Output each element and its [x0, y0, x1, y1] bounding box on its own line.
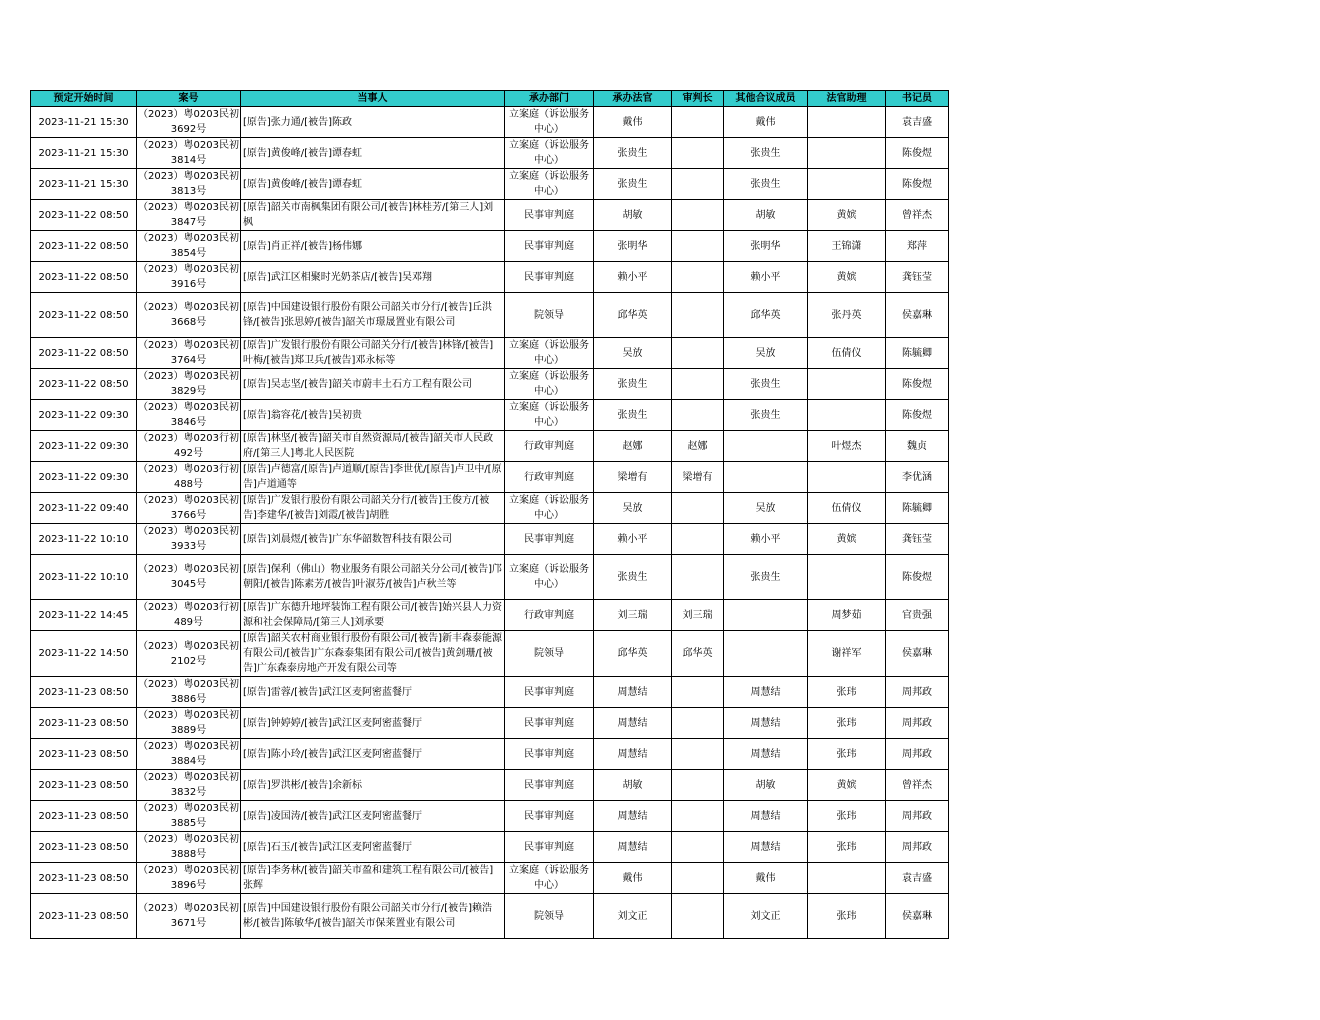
assistant-cell [808, 107, 886, 138]
department-cell: 立案庭（诉讼服务中心） [505, 107, 594, 138]
panel-members-cell [724, 631, 808, 677]
assistant-cell: 王锦潇 [808, 231, 886, 262]
assistant-cell [808, 555, 886, 600]
department-cell: 立案庭（诉讼服务中心） [505, 369, 594, 400]
assistant-cell: 周梦茹 [808, 600, 886, 631]
table-body [31, 107, 949, 939]
parties-cell: [原告]中国建设银行股份有限公司韶关市分行/[被告]丘洪锋/[被告]张思婷/[被告]韶关市璟晟置业有限公司 [241, 293, 505, 338]
assistant-cell: 张玮 [808, 832, 886, 863]
chief-judge-cell: 邱华英 [672, 631, 724, 677]
table-row [31, 107, 949, 138]
clerk-cell: 侯嘉琳 [886, 293, 949, 338]
assistant-cell: 黄嫔 [808, 770, 886, 801]
parties-cell: [原告]武江区相聚时光奶茶店/[被告]吴邓翔 [241, 262, 505, 293]
table-row [31, 631, 949, 677]
assistant-cell: 张丹英 [808, 293, 886, 338]
assistant-cell: 黄嫔 [808, 262, 886, 293]
clerk-cell: 陈俊煜 [886, 555, 949, 600]
parties-cell: [原告]李务林/[被告]韶关市盈和建筑工程有限公司/[被告]张辉 [241, 863, 505, 894]
case-number-cell: （2023）粤0203民初3692号 [137, 107, 241, 138]
clerk-cell: 官贵强 [886, 600, 949, 631]
judge-cell: 周慧结 [594, 677, 672, 708]
table-row [31, 493, 949, 524]
start-time-cell: 2023-11-23 08:50 [31, 739, 137, 770]
parties-cell: [原告]保利（佛山）物业服务有限公司韶关分公司/[被告]邝朝阳/[被告]陈素芳/[被告]叶淑芬/[被告]卢秋兰等 [241, 555, 505, 600]
department-cell: 民事审判庭 [505, 262, 594, 293]
chief-judge-cell [672, 739, 724, 770]
hearing-schedule-table [30, 90, 949, 939]
assistant-cell [808, 863, 886, 894]
parties-cell: [原告]广发银行股份有限公司韶关分行/[被告]林锋/[被告]叶梅/[被告]郑卫兵/[被告]邓永标等 [241, 338, 505, 369]
table-row [31, 801, 949, 832]
start-time-cell: 2023-11-21 15:30 [31, 138, 137, 169]
table-row [31, 231, 949, 262]
judge-cell: 邱华英 [594, 631, 672, 677]
case-number-cell: （2023）粤0203民初3671号 [137, 894, 241, 939]
table-row [31, 894, 949, 939]
parties-cell: [原告]卢德富/[原告]卢道顺/[原告]李世优/[原告]卢卫中/[原告]卢道通等 [241, 462, 505, 493]
judge-cell: 周慧结 [594, 801, 672, 832]
case-number-cell: （2023）粤0203民初3846号 [137, 400, 241, 431]
assistant-cell: 谢祥军 [808, 631, 886, 677]
case-number-cell: （2023）粤0203民初3045号 [137, 555, 241, 600]
parties-cell: [原告]韶关市南枫集团有限公司/[被告]林桂芳/[第三人]刘枫 [241, 200, 505, 231]
case-number-cell: （2023）粤0203民初3886号 [137, 677, 241, 708]
assistant-cell: 张玮 [808, 677, 886, 708]
table-row [31, 200, 949, 231]
panel-members-cell: 戴伟 [724, 863, 808, 894]
assistant-cell: 张玮 [808, 739, 886, 770]
department-cell: 立案庭（诉讼服务中心） [505, 138, 594, 169]
judge-cell: 周慧结 [594, 832, 672, 863]
chief-judge-cell [672, 400, 724, 431]
chief-judge-cell [672, 524, 724, 555]
judge-cell: 梁增有 [594, 462, 672, 493]
judge-cell: 邱华英 [594, 293, 672, 338]
chief-judge-cell: 刘三瑞 [672, 600, 724, 631]
judge-cell: 赖小平 [594, 524, 672, 555]
chief-judge-cell [672, 231, 724, 262]
assistant-cell: 伍倩仪 [808, 493, 886, 524]
department-cell: 行政审判庭 [505, 431, 594, 462]
judge-cell: 赵娜 [594, 431, 672, 462]
chief-judge-cell [672, 708, 724, 739]
parties-cell: [原告]黄俊峰/[被告]谭春虹 [241, 138, 505, 169]
table-row [31, 863, 949, 894]
judge-cell: 胡敏 [594, 770, 672, 801]
case-number-cell: （2023）粤0203民初3832号 [137, 770, 241, 801]
table-row [31, 262, 949, 293]
table-row [31, 524, 949, 555]
table-row [31, 338, 949, 369]
department-cell: 民事审判庭 [505, 832, 594, 863]
parties-cell: [原告]广发银行股份有限公司韶关分行/[被告]王俊方/[被告]李建华/[被告]刘霞/[被告]胡胜 [241, 493, 505, 524]
chief-judge-cell [672, 677, 724, 708]
clerk-cell: 魏贞 [886, 431, 949, 462]
header-row [31, 91, 949, 107]
parties-cell: [原告]陈小玲/[被告]武江区麦阿密蓝餐厅 [241, 739, 505, 770]
assistant-cell: 伍倩仪 [808, 338, 886, 369]
judge-cell: 张贵生 [594, 138, 672, 169]
department-cell: 民事审判庭 [505, 770, 594, 801]
case-number-cell: （2023）粤0203行初492号 [137, 431, 241, 462]
table-row [31, 708, 949, 739]
parties-cell: [原告]吴志坚/[被告]韶关市蔚丰土石方工程有限公司 [241, 369, 505, 400]
judge-cell: 张贵生 [594, 169, 672, 200]
start-time-cell: 2023-11-23 08:50 [31, 894, 137, 939]
chief-judge-cell [672, 338, 724, 369]
department-cell: 立案庭（诉讼服务中心） [505, 493, 594, 524]
panel-members-cell: 张贵生 [724, 369, 808, 400]
panel-members-cell: 张贵生 [724, 400, 808, 431]
judge-cell: 张贵生 [594, 555, 672, 600]
col-header-chief-judge: 审判长 [672, 91, 724, 107]
parties-cell: [原告]中国建设银行股份有限公司韶关市分行/[被告]赖浩彬/[被告]陈敏华/[被告]韶关市保莱置业有限公司 [241, 894, 505, 939]
chief-judge-cell [672, 138, 724, 169]
table-row [31, 600, 949, 631]
parties-cell: [原告]翁容花/[被告]吴初贵 [241, 400, 505, 431]
department-cell: 院领导 [505, 293, 594, 338]
case-number-cell: （2023）粤0203民初2102号 [137, 631, 241, 677]
clerk-cell: 周邦政 [886, 801, 949, 832]
chief-judge-cell [672, 107, 724, 138]
case-number-cell: （2023）粤0203民初3896号 [137, 863, 241, 894]
case-number-cell: （2023）粤0203民初3885号 [137, 801, 241, 832]
judge-cell: 周慧结 [594, 739, 672, 770]
assistant-cell [808, 169, 886, 200]
chief-judge-cell [672, 262, 724, 293]
case-number-cell: （2023）粤0203民初3884号 [137, 739, 241, 770]
department-cell: 民事审判庭 [505, 708, 594, 739]
start-time-cell: 2023-11-21 15:30 [31, 169, 137, 200]
parties-cell: [原告]钟婷婷/[被告]武江区麦阿密蓝餐厅 [241, 708, 505, 739]
col-header-assistant: 法官助理 [808, 91, 886, 107]
chief-judge-cell [672, 369, 724, 400]
assistant-cell: 叶煜杰 [808, 431, 886, 462]
chief-judge-cell [672, 832, 724, 863]
clerk-cell: 袁吉盛 [886, 107, 949, 138]
table-row [31, 555, 949, 600]
chief-judge-cell [672, 493, 724, 524]
parties-cell: [原告]张力通/[被告]陈政 [241, 107, 505, 138]
parties-cell: [原告]凌国涛/[被告]武江区麦阿密蓝餐厅 [241, 801, 505, 832]
panel-members-cell: 周慧结 [724, 739, 808, 770]
clerk-cell: 陈毓卿 [886, 338, 949, 369]
panel-members-cell: 周慧结 [724, 832, 808, 863]
start-time-cell: 2023-11-22 14:50 [31, 631, 137, 677]
panel-members-cell: 戴伟 [724, 107, 808, 138]
clerk-cell: 侯嘉琳 [886, 894, 949, 939]
col-header-judge: 承办法官 [594, 91, 672, 107]
parties-cell: [原告]罗洪彬/[被告]余新标 [241, 770, 505, 801]
start-time-cell: 2023-11-23 08:50 [31, 677, 137, 708]
panel-members-cell: 张贵生 [724, 555, 808, 600]
department-cell: 立案庭（诉讼服务中心） [505, 169, 594, 200]
clerk-cell: 袁吉盛 [886, 863, 949, 894]
clerk-cell: 陈俊煜 [886, 169, 949, 200]
parties-cell: [原告]韶关农村商业银行股份有限公司/[被告]新丰森泰能源有限公司/[被告]广东森泰集团有限公司/[被告]黄剑珊/[被告]广东森泰房地产开发有限公司等 [241, 631, 505, 677]
table-row [31, 293, 949, 338]
assistant-cell: 张玮 [808, 894, 886, 939]
col-header-panel-members: 其他合议成员 [724, 91, 808, 107]
judge-cell: 张明华 [594, 231, 672, 262]
start-time-cell: 2023-11-22 09:30 [31, 431, 137, 462]
clerk-cell: 陈毓卿 [886, 493, 949, 524]
panel-members-cell: 赖小平 [724, 262, 808, 293]
parties-cell: [原告]林坚/[被告]韶关市自然资源局/[被告]韶关市人民政府/[第三人]粤北人民医院 [241, 431, 505, 462]
judge-cell: 刘三瑞 [594, 600, 672, 631]
start-time-cell: 2023-11-22 08:50 [31, 262, 137, 293]
parties-cell: [原告]广东德升地坪装饰工程有限公司/[被告]始兴县人力资源和社会保障局/[第三人]刘承要 [241, 600, 505, 631]
case-number-cell: （2023）粤0203民初3889号 [137, 708, 241, 739]
assistant-cell [808, 400, 886, 431]
panel-members-cell [724, 600, 808, 631]
case-number-cell: （2023）粤0203行初488号 [137, 462, 241, 493]
judge-cell: 赖小平 [594, 262, 672, 293]
panel-members-cell: 周慧结 [724, 801, 808, 832]
panel-members-cell: 吴放 [724, 493, 808, 524]
case-number-cell: （2023）粤0203民初3854号 [137, 231, 241, 262]
department-cell: 立案庭（诉讼服务中心） [505, 863, 594, 894]
judge-cell: 戴伟 [594, 863, 672, 894]
assistant-cell: 黄嫔 [808, 524, 886, 555]
chief-judge-cell [672, 770, 724, 801]
col-header-parties: 当事人 [241, 91, 505, 107]
case-number-cell: （2023）粤0203民初3916号 [137, 262, 241, 293]
chief-judge-cell [672, 555, 724, 600]
start-time-cell: 2023-11-22 08:50 [31, 369, 137, 400]
table-row [31, 739, 949, 770]
department-cell: 民事审判庭 [505, 739, 594, 770]
start-time-cell: 2023-11-22 14:45 [31, 600, 137, 631]
col-header-start-time: 预定开始时间 [31, 91, 137, 107]
clerk-cell: 龚钰莹 [886, 262, 949, 293]
judge-cell: 张贵生 [594, 369, 672, 400]
table-row [31, 400, 949, 431]
assistant-cell: 张玮 [808, 801, 886, 832]
department-cell: 民事审判庭 [505, 524, 594, 555]
case-number-cell: （2023）粤0203民初3829号 [137, 369, 241, 400]
panel-members-cell: 张明华 [724, 231, 808, 262]
clerk-cell: 陈俊煜 [886, 138, 949, 169]
start-time-cell: 2023-11-23 08:50 [31, 708, 137, 739]
department-cell: 院领导 [505, 631, 594, 677]
case-number-cell: （2023）粤0203民初3933号 [137, 524, 241, 555]
clerk-cell: 郑萍 [886, 231, 949, 262]
chief-judge-cell [672, 801, 724, 832]
panel-members-cell: 刘文正 [724, 894, 808, 939]
department-cell: 立案庭（诉讼服务中心） [505, 338, 594, 369]
assistant-cell [808, 369, 886, 400]
judge-cell: 周慧结 [594, 708, 672, 739]
department-cell: 民事审判庭 [505, 200, 594, 231]
panel-members-cell: 邱华英 [724, 293, 808, 338]
parties-cell: [原告]雷蓉/[被告]武江区麦阿密蓝餐厅 [241, 677, 505, 708]
start-time-cell: 2023-11-23 08:50 [31, 832, 137, 863]
panel-members-cell [724, 431, 808, 462]
department-cell: 立案庭（诉讼服务中心） [505, 555, 594, 600]
col-header-case-number: 案号 [137, 91, 241, 107]
panel-members-cell [724, 462, 808, 493]
parties-cell: [原告]刘晨煜/[被告]广东华韶数智科技有限公司 [241, 524, 505, 555]
table-row [31, 138, 949, 169]
assistant-cell: 黄嫔 [808, 200, 886, 231]
judge-cell: 刘文正 [594, 894, 672, 939]
department-cell: 行政审判庭 [505, 600, 594, 631]
table-row [31, 770, 949, 801]
assistant-cell [808, 138, 886, 169]
assistant-cell: 张玮 [808, 708, 886, 739]
clerk-cell: 周邦政 [886, 677, 949, 708]
case-number-cell: （2023）粤0203民初3814号 [137, 138, 241, 169]
start-time-cell: 2023-11-22 10:10 [31, 555, 137, 600]
clerk-cell: 周邦政 [886, 832, 949, 863]
judge-cell: 戴伟 [594, 107, 672, 138]
chief-judge-cell [672, 293, 724, 338]
clerk-cell: 侯嘉琳 [886, 631, 949, 677]
start-time-cell: 2023-11-21 15:30 [31, 107, 137, 138]
start-time-cell: 2023-11-22 08:50 [31, 338, 137, 369]
chief-judge-cell [672, 863, 724, 894]
case-number-cell: （2023）粤0203行初489号 [137, 600, 241, 631]
case-number-cell: （2023）粤0203民初3668号 [137, 293, 241, 338]
table-row [31, 462, 949, 493]
judge-cell: 吴放 [594, 338, 672, 369]
clerk-cell: 周邦政 [886, 739, 949, 770]
start-time-cell: 2023-11-22 08:50 [31, 293, 137, 338]
clerk-cell: 周邦政 [886, 708, 949, 739]
chief-judge-cell [672, 169, 724, 200]
chief-judge-cell [672, 200, 724, 231]
start-time-cell: 2023-11-22 08:50 [31, 231, 137, 262]
assistant-cell [808, 462, 886, 493]
department-cell: 立案庭（诉讼服务中心） [505, 400, 594, 431]
col-header-clerk: 书记员 [886, 91, 949, 107]
start-time-cell: 2023-11-22 09:30 [31, 400, 137, 431]
clerk-cell: 龚钰莹 [886, 524, 949, 555]
judge-cell: 张贵生 [594, 400, 672, 431]
clerk-cell: 曾祥杰 [886, 200, 949, 231]
clerk-cell: 曾祥杰 [886, 770, 949, 801]
case-number-cell: （2023）粤0203民初3766号 [137, 493, 241, 524]
panel-members-cell: 赖小平 [724, 524, 808, 555]
clerk-cell: 陈俊煜 [886, 369, 949, 400]
start-time-cell: 2023-11-22 10:10 [31, 524, 137, 555]
parties-cell: [原告]石玉/[被告]武江区麦阿密蓝餐厅 [241, 832, 505, 863]
parties-cell: [原告]黄俊峰/[被告]谭春虹 [241, 169, 505, 200]
panel-members-cell: 张贵生 [724, 138, 808, 169]
case-number-cell: （2023）粤0203民初3847号 [137, 200, 241, 231]
clerk-cell: 陈俊煜 [886, 400, 949, 431]
table-row [31, 169, 949, 200]
parties-cell: [原告]肖正祥/[被告]杨伟娜 [241, 231, 505, 262]
start-time-cell: 2023-11-22 09:40 [31, 493, 137, 524]
start-time-cell: 2023-11-23 08:50 [31, 770, 137, 801]
chief-judge-cell [672, 894, 724, 939]
chief-judge-cell: 梁增有 [672, 462, 724, 493]
department-cell: 民事审判庭 [505, 231, 594, 262]
start-time-cell: 2023-11-23 08:50 [31, 863, 137, 894]
chief-judge-cell: 赵娜 [672, 431, 724, 462]
panel-members-cell: 张贵生 [724, 169, 808, 200]
department-cell: 行政审判庭 [505, 462, 594, 493]
case-number-cell: （2023）粤0203民初3813号 [137, 169, 241, 200]
panel-members-cell: 吴放 [724, 338, 808, 369]
judge-cell: 胡敏 [594, 200, 672, 231]
panel-members-cell: 胡敏 [724, 200, 808, 231]
start-time-cell: 2023-11-22 08:50 [31, 200, 137, 231]
table-row [31, 369, 949, 400]
clerk-cell: 李优涵 [886, 462, 949, 493]
table-row [31, 431, 949, 462]
department-cell: 院领导 [505, 894, 594, 939]
case-number-cell: （2023）粤0203民初3764号 [137, 338, 241, 369]
start-time-cell: 2023-11-22 09:30 [31, 462, 137, 493]
department-cell: 民事审判庭 [505, 801, 594, 832]
department-cell: 民事审判庭 [505, 677, 594, 708]
panel-members-cell: 周慧结 [724, 677, 808, 708]
case-number-cell: （2023）粤0203民初3888号 [137, 832, 241, 863]
table-row [31, 677, 949, 708]
start-time-cell: 2023-11-23 08:50 [31, 801, 137, 832]
col-header-department: 承办部门 [505, 91, 594, 107]
judge-cell: 吴放 [594, 493, 672, 524]
table-row [31, 832, 949, 863]
panel-members-cell: 周慧结 [724, 708, 808, 739]
panel-members-cell: 胡敏 [724, 770, 808, 801]
